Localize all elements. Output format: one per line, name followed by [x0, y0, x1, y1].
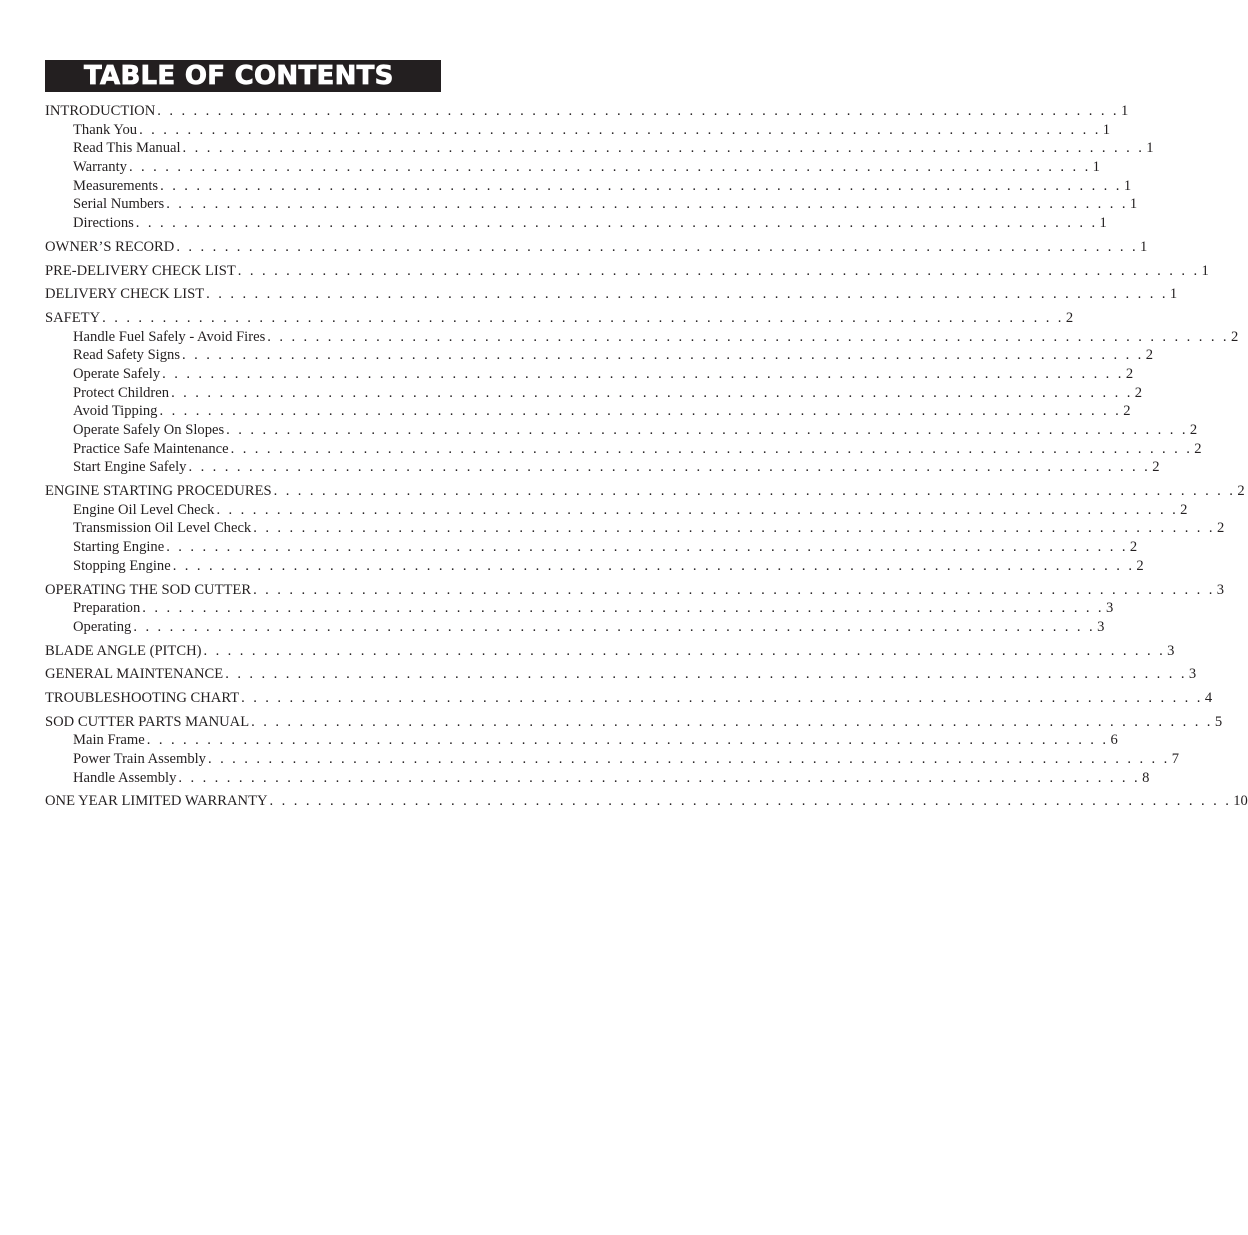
toc-subentry	[45, 618, 1105, 638]
page-number: 3	[1216, 581, 1225, 598]
page-number: 2	[1230, 328, 1239, 345]
toc-entry-label: GENERAL MAINTENANCE	[45, 666, 224, 683]
page-number: 1	[1099, 215, 1107, 232]
toc-entry	[45, 666, 1197, 685]
toc-subentry-label: Read Safety Signs	[73, 347, 181, 364]
toc-subentry-label: Protect Children	[73, 384, 170, 401]
title-banner	[45, 60, 441, 92]
dot-leader: . . . . . . . . . . . . . . . . . . . . . . . . . . . . . . . . . . . . . . . . . . . . . . . . . . . . . . . . . . . . . . . . . . . . . . . . . . . . . . . .	[230, 440, 1193, 457]
page-number: 10	[1233, 793, 1248, 810]
toc-section	[45, 793, 1248, 812]
page-number: 1	[1120, 103, 1129, 119]
dot-leader: . . . . . . . . . . . . . . . . . . . . . . . . . . . . . . . . . . . . . . . . . . . . . . . . . . . . . . . . . . . . . . . . . . . . . . . . . . . . . . . .	[133, 618, 1096, 635]
dot-leader: . . . . . . . . . . . . . . . . . . . . . . . . . . . . . . . . . . . . . . . . . . . . . . . . . . . . . . . . . . . . . . . . . . . . . . . . . . . . . . . .	[162, 365, 1124, 382]
page-number: 2	[1125, 365, 1134, 382]
toc-subentry	[45, 403, 1131, 422]
page-number: 3	[1188, 666, 1197, 683]
dot-leader: . . . . . . . . . . . . . . . . . . . . . . . . . . . . . . . . . . . . . . . . . . . . . . . . . . . . . . . . . . . . . . . . . . . . . . . . . . . . . . . .	[241, 689, 1203, 706]
toc-entry	[45, 286, 1178, 305]
toc-section	[45, 689, 1213, 709]
toc-subentry-label: Main Frame	[73, 732, 145, 749]
page-number: 1	[1201, 262, 1209, 279]
toc-subentry-label: Operating	[73, 618, 132, 635]
page-number: 2	[1129, 539, 1138, 556]
toc-subentry-label: Handle Assembly	[73, 769, 177, 786]
toc-entry	[45, 793, 1248, 812]
toc-entry	[45, 103, 1129, 122]
toc-subentry	[45, 347, 1154, 366]
table-of-contents	[45, 60, 1248, 817]
page-number: 1	[1092, 159, 1100, 176]
page-number: 3	[1105, 600, 1114, 617]
toc-entry-label: SOD CUTTER PARTS MANUAL	[45, 713, 250, 730]
toc-entry	[45, 713, 1223, 733]
toc-subentry-label: Directions	[73, 215, 134, 232]
toc-entry	[45, 642, 1175, 662]
dot-leader: . . . . . . . . . . . . . . . . . . . . . . . . . . . . . . . . . . . . . . . . . . . . . . . . . . . . . . . . . . . . . . . . . . . . . . . . . . . . . . . .	[203, 642, 1166, 659]
toc-entry	[45, 689, 1213, 709]
page-number: 2	[1194, 440, 1202, 457]
dot-leader: . . . . . . . . . . . . . . . . . . . . . . . . . . . . . . . . . . . . . . . . . . . . . . . . . . . . . . . . . . . . . . . . . . . . . . . . . . . . . . . .	[216, 501, 1179, 518]
dot-leader: . . . . . . . . . . . . . . . . . . . . . . . . . . . . . . . . . . . . . . . . . . . . . . . . . . . . . . . . . . . . . . . . . . . . . . . . . . . . . . . .	[176, 238, 1139, 255]
dot-leader: . . . . . . . . . . . . . . . . . . . . . . . . . . . . . . . . . . . . . . . . . . . . . . . . . . . . . . . . . . . . . . . . . . . . . . . . . . . . . . . .	[146, 732, 1109, 749]
dot-leader: . . . . . . . . . . . . . . . . . . . . . . . . . . . . . . . . . . . . . . . . . . . . . . . . . . . . . . . . . . . . . . . . . . . . . . . . . . . . . . . .	[135, 215, 1098, 232]
toc-entry-label: BLADE ANGLE (PITCH)	[45, 642, 202, 659]
toc-section	[45, 666, 1197, 685]
page-number: 2	[1136, 557, 1144, 574]
dot-leader: . . . . . . . . . . . . . . . . . . . . . . . . . . . . . . . . . . . . . . . . . . . . . . . . . . . . . . . . . . . . . . . . . . . . . . . . . . . . . . . .	[159, 403, 1122, 420]
toc-section	[45, 713, 1223, 789]
page-number: 8	[1142, 769, 1150, 786]
page-number: 2	[1180, 501, 1188, 518]
page-number: 1	[1146, 140, 1154, 157]
page-number: 7	[1171, 751, 1179, 767]
toc-subentry	[45, 159, 1100, 178]
dot-leader: . . . . . . . . . . . . . . . . . . . . . . . . . . . . . . . . . . . . . . . . . . . . . . . . . . . . . . . . . . . . . . . . . . . . . . . . . . . . . . . .	[166, 539, 1128, 556]
toc-subentry	[45, 328, 1239, 348]
toc-section	[45, 309, 1239, 478]
dot-leader: . . . . . . . . . . . . . . . . . . . . . . . . . . . . . . . . . . . . . . . . . . . . . . . . . . . . . . . . . . . . . . . . . . . . . . . . . . . . . . . .	[172, 557, 1135, 574]
toc-subentry-label: Start Engine Safely	[73, 459, 187, 476]
dot-leader: . . . . . . . . . . . . . . . . . . . . . . . . . . . . . . . . . . . . . . . . . . . . . . . . . . . . . . . . . . . . . . . . . . . . . . . . . . . . . . . .	[225, 666, 1187, 683]
page-number: 2	[1152, 459, 1160, 476]
page-number: 1	[1140, 238, 1148, 255]
page-number: 5	[1214, 713, 1223, 730]
toc-entry	[45, 483, 1245, 502]
toc-subentry-label: Serial Numbers	[73, 196, 165, 213]
toc-section	[45, 238, 1148, 258]
dot-leader: . . . . . . . . . . . . . . . . . . . . . . . . . . . . . . . . . . . . . . . . . . . . . . . . . . . . . . . . . . . . . . . . . . . . . . . . . . . . . . . .	[160, 177, 1122, 194]
dot-leader: . . . . . . . . . . . . . . . . . . . . . . . . . . . . . . . . . . . . . . . . . . . . . . . . . . . . . . . . . . . . . . . . . . . . . . . . . . . . . . . .	[237, 262, 1200, 279]
toc-subentry-label: Transmission Oil Level Check	[73, 520, 252, 537]
toc-section	[45, 286, 1178, 305]
dot-leader: . . . . . . . . . . . . . . . . . . . . . . . . . . . . . . . . . . . . . . . . . . . . . . . . . . . . . . . . . . . . . . . . . . . . . . . . . . . . . . . .	[182, 347, 1144, 364]
dot-leader: . . . . . . . . . . . . . . . . . . . . . . . . . . . . . . . . . . . . . . . . . . . . . . . . . . . . . . . . . . . . . . . . . . . . . . . . . . . . . . . .	[253, 581, 1215, 598]
toc-subentry	[45, 539, 1138, 558]
page-number: 2	[1123, 403, 1131, 420]
dot-leader: . . . . . . . . . . . . . . . . . . . . . . . . . . . . . . . . . . . . . . . . . . . . . . . . . . . . . . . . . . . . . . . . . . . . . . . . . . . . . . . .	[251, 713, 1213, 730]
dot-leader: . . . . . . . . . . . . . . . . . . . . . . . . . . . . . . . . . . . . . . . . . . . . . . . . . . . . . . . . . . . . . . . . . . . . . . . . . . . . . . . .	[253, 520, 1215, 537]
page-number: 2	[1189, 422, 1198, 438]
toc-subentry	[45, 600, 1114, 619]
toc-entry-label: OWNER’S RECORD	[45, 238, 175, 255]
toc-subentry-label: Power Train Assembly	[73, 751, 206, 767]
toc-subentry-label: Preparation	[73, 600, 141, 617]
toc-subentry	[45, 751, 1179, 770]
toc-subentry	[45, 196, 1138, 215]
dot-leader: . . . . . . . . . . . . . . . . . . . . . . . . . . . . . . . . . . . . . . . . . . . . . . . . . . . . . . . . . . . . . . . . . . . . . . . . . . . . . . . .	[207, 751, 1170, 767]
dot-leader: . . . . . . . . . . . . . . . . . . . . . . . . . . . . . . . . . . . . . . . . . . . . . . . . . . . . . . . . . . . . . . . . . . . . . . . . . . . . . . . .	[182, 140, 1145, 157]
dot-leader: . . . . . . . . . . . . . . . . . . . . . . . . . . . . . . . . . . . . . . . . . . . . . . . . . . . . . . . . . . . . . . . . . . . . . . . . . . . . . . . .	[226, 422, 1188, 438]
toc-subentry-label: Practice Safe Maintenance	[73, 440, 229, 457]
page-number: 2	[1134, 384, 1143, 401]
toc-subentry	[45, 501, 1188, 521]
toc-subentry	[45, 459, 1160, 478]
toc-subentry	[45, 365, 1134, 385]
toc-subentry	[45, 177, 1132, 197]
page-number: 4	[1204, 689, 1213, 706]
page-number: 6	[1110, 732, 1118, 749]
toc-entry-label: INTRODUCTION	[45, 103, 156, 119]
toc-entry-label: PRE-DELIVERY CHECK LIST	[45, 262, 236, 279]
toc-entry	[45, 238, 1148, 258]
toc-subentry	[45, 121, 1111, 141]
toc-subentry	[45, 422, 1198, 441]
toc-section	[45, 581, 1225, 638]
toc-subentry-label: Avoid Tipping	[73, 403, 158, 420]
toc-subentry	[45, 557, 1144, 577]
dot-leader: . . . . . . . . . . . . . . . . . . . . . . . . . . . . . . . . . . . . . . . . . . . . . . . . . . . . . . . . . . . . . . . . . . . . . . . . . . . . . . . .	[269, 793, 1232, 810]
dot-leader: . . . . . . . . . . . . . . . . . . . . . . . . . . . . . . . . . . . . . . . . . . . . . . . . . . . . . . . . . . . . . . . . . . . . . . . . . . . . . . . .	[267, 328, 1229, 345]
dot-leader: . . . . . . . . . . . . . . . . . . . . . . . . . . . . . . . . . . . . . . . . . . . . . . . . . . . . . . . . . . . . . . . . . . . . . . . . . . . . . . . .	[157, 103, 1119, 119]
page-number: 2	[1237, 483, 1245, 500]
toc-entry-label: ONE YEAR LIMITED WARRANTY	[45, 793, 268, 810]
toc-subentry-label: Operate Safely	[73, 365, 161, 382]
toc-subentry	[45, 384, 1143, 404]
toc-subentry-label: Operate Safely On Slopes	[73, 422, 225, 438]
toc-entry-label: SAFETY	[45, 309, 101, 326]
toc-entry-label: DELIVERY CHECK LIST	[45, 286, 205, 303]
toc-subentry	[45, 732, 1118, 751]
dot-leader: . . . . . . . . . . . . . . . . . . . . . . . . . . . . . . . . . . . . . . . . . . . . . . . . . . . . . . . . . . . . . . . . . . . . . . . . . . . . . . . .	[139, 121, 1101, 138]
toc-entry	[45, 262, 1209, 282]
page-title: TABLE OF CONTENTS	[84, 61, 394, 91]
toc-entry	[45, 581, 1225, 601]
dot-leader: . . . . . . . . . . . . . . . . . . . . . . . . . . . . . . . . . . . . . . . . . . . . . . . . . . . . . . . . . . . . . . . . . . . . . . . . . . . . . . . .	[142, 600, 1104, 617]
dot-leader: . . . . . . . . . . . . . . . . . . . . . . . . . . . . . . . . . . . . . . . . . . . . . . . . . . . . . . . . . . . . . . . . . . . . . . . . . . . . . . . .	[273, 483, 1236, 500]
toc-entry-label: OPERATING THE SOD CUTTER	[45, 581, 252, 598]
toc-subentry	[45, 440, 1202, 460]
toc-subentry	[45, 769, 1150, 789]
page-number: 1	[1169, 286, 1178, 303]
toc-subentry-label: Handle Fuel Safely - Avoid Fires	[73, 328, 266, 345]
page-number: 1	[1102, 121, 1111, 138]
toc-entries	[45, 103, 1248, 812]
dot-leader: . . . . . . . . . . . . . . . . . . . . . . . . . . . . . . . . . . . . . . . . . . . . . . . . . . . . . . . . . . . . . . . . . . . . . . . . . . . . . . . .	[206, 286, 1168, 303]
toc-subentry	[45, 140, 1154, 159]
toc-subentry-label: Engine Oil Level Check	[73, 501, 215, 518]
toc-subentry-label: Warranty	[73, 159, 127, 176]
toc-subentry	[45, 215, 1107, 234]
page-number: 3	[1167, 642, 1175, 659]
dot-leader: . . . . . . . . . . . . . . . . . . . . . . . . . . . . . . . . . . . . . . . . . . . . . . . . . . . . . . . . . . . . . . . . . . . . . . . . . . . . . . . .	[128, 159, 1091, 176]
page-number: 2	[1216, 520, 1225, 537]
toc-section	[45, 483, 1245, 576]
dot-leader: . . . . . . . . . . . . . . . . . . . . . . . . . . . . . . . . . . . . . . . . . . . . . . . . . . . . . . . . . . . . . . . . . . . . . . . . . . . . . . . .	[166, 196, 1128, 213]
page-number: 2	[1065, 309, 1074, 326]
toc-section	[45, 262, 1209, 282]
toc-entry-label: TROUBLESHOOTING CHART	[45, 689, 240, 706]
dot-leader: . . . . . . . . . . . . . . . . . . . . . . . . . . . . . . . . . . . . . . . . . . . . . . . . . . . . . . . . . . . . . . . . . . . . . . . . . . . . . . . .	[171, 384, 1133, 401]
toc-entry	[45, 309, 1074, 329]
toc-subentry-label: Stopping Engine	[73, 557, 171, 574]
page-number: 3	[1097, 618, 1105, 635]
toc-entry-label: ENGINE STARTING PROCEDURES	[45, 483, 272, 500]
toc-subentry	[45, 520, 1225, 539]
toc-subentry-label: Measurements	[73, 177, 159, 194]
toc-subentry-label: Thank You	[73, 121, 138, 138]
dot-leader: . . . . . . . . . . . . . . . . . . . . . . . . . . . . . . . . . . . . . . . . . . . . . . . . . . . . . . . . . . . . . . . . . . . . . . . . . . . . . . . .	[178, 769, 1141, 786]
dot-leader: . . . . . . . . . . . . . . . . . . . . . . . . . . . . . . . . . . . . . . . . . . . . . . . . . . . . . . . . . . . . . . . . . . . . . . . . . . . . . . . .	[102, 309, 1064, 326]
page-number: 1	[1123, 177, 1132, 194]
toc-section	[45, 642, 1175, 662]
toc-subentry-label: Starting Engine	[73, 539, 165, 556]
page-number: 1	[1129, 196, 1138, 213]
toc-subentry-label: Read This Manual	[73, 140, 181, 157]
dot-leader: . . . . . . . . . . . . . . . . . . . . . . . . . . . . . . . . . . . . . . . . . . . . . . . . . . . . . . . . . . . . . . . . . . . . . . . . . . . . . . . .	[188, 459, 1151, 476]
page-number: 2	[1145, 347, 1154, 364]
toc-section	[45, 103, 1154, 234]
